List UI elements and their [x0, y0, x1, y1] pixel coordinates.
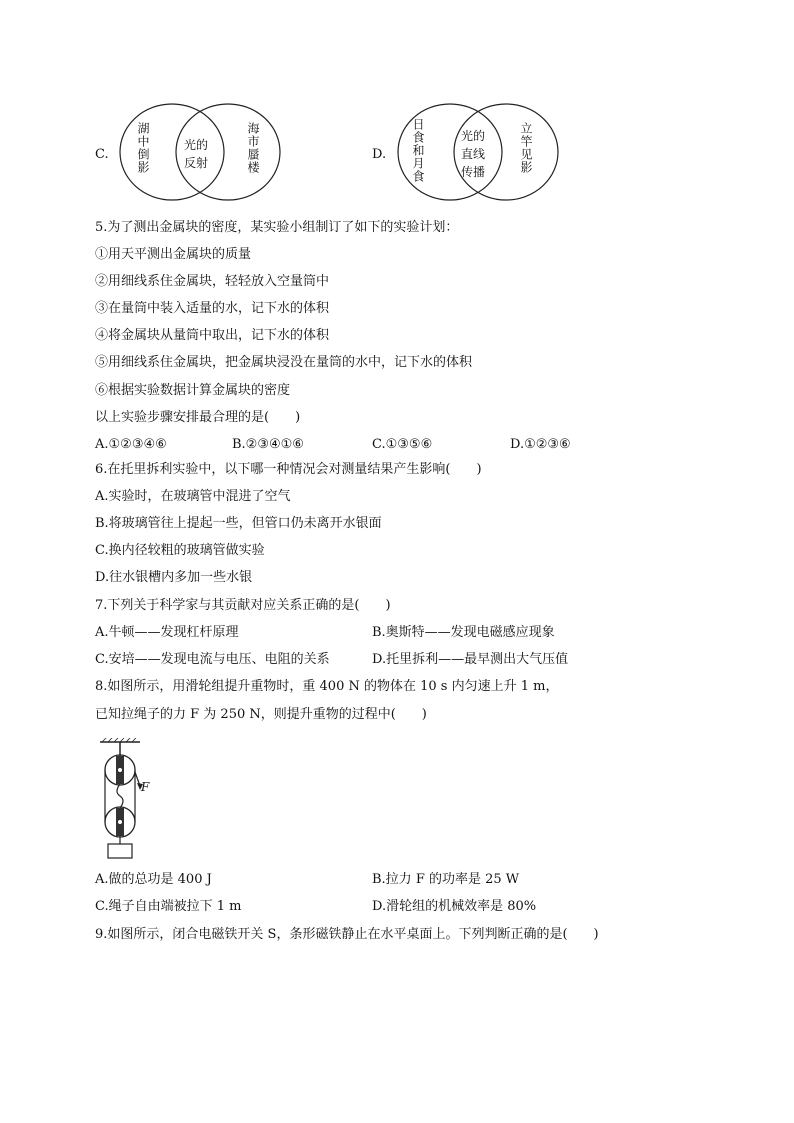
q8-stem-line2: 已知拉绳子的力 F 为 250 N，则提升重物的过程中( ) — [95, 707, 427, 722]
q6-option-d[interactable]: D.往水银槽内多加一些水银 — [95, 570, 253, 585]
venn-d-right-text: 立竿见影 — [519, 122, 533, 174]
venn-c-center-line1: 光的 — [183, 138, 208, 152]
q9-stem: 9.如图所示，闭合电磁铁开关 S，条形磁铁静止在水平桌面上。下列判断正确的是( ) — [95, 927, 599, 942]
venn-d-center-line3: 传播 — [460, 165, 485, 179]
venn-d-center-line1: 光的 — [460, 129, 485, 143]
pulley-system-figure — [96, 738, 166, 862]
q8-stem-line1: 8.如图所示，用滑轮组提升重物时，重 400 N 的物体在 10 s 内匀速上升 1 m， — [95, 679, 559, 694]
venn-c-left-text: 湖中倒影 — [136, 122, 150, 174]
q5-option-a[interactable]: A.①②③④⑥ — [95, 437, 167, 452]
q6-stem: 6.在托里拆利实验中，以下哪一种情况会对测量结果产生影响( ) — [95, 462, 482, 477]
q8-option-a[interactable]: A.做的总功是 400 J — [95, 872, 212, 887]
q8-option-b[interactable]: B.拉力 F 的功率是 25 W — [372, 872, 520, 887]
q7-option-b[interactable]: B.奥斯特——发现电磁感应现象 — [372, 625, 555, 640]
option-d-label: D. — [372, 147, 387, 162]
q5-stem: 5.为了测出金属块的密度，某实验小组制订了如下的实验计划： — [95, 220, 459, 235]
option-c-label: C. — [95, 147, 109, 162]
q7-option-c[interactable]: C.安培——发现电流与电压、电阻的关系 — [95, 652, 330, 667]
q6-option-b[interactable]: B.将玻璃管往上提起一些，但管口仍未离开水银面 — [95, 516, 382, 531]
q5-option-d[interactable]: D.①②③⑥ — [510, 437, 571, 452]
q5-option-b[interactable]: B.②③④①⑥ — [232, 437, 304, 452]
q5-step-2: ②用细线系住金属块，轻轻放入空量筒中 — [95, 274, 330, 289]
q5-option-c[interactable]: C.①③⑤⑥ — [372, 437, 433, 452]
q7-option-a[interactable]: A.牛顿——发现杠杆原理 — [95, 625, 239, 640]
venn-d-center-line2: 直线 — [460, 147, 485, 161]
q5-step-4: ④将金属块从量筒中取出，记下水的体积 — [95, 328, 330, 343]
q5-step-6: ⑥根据实验数据计算金属块的密度 — [95, 383, 291, 398]
q8-option-c[interactable]: C.绳子自由端被拉下 1 m — [95, 899, 242, 914]
venn-c-center-line2: 反射 — [183, 156, 208, 170]
q5-step-5: ⑤用细线系住金属块，把金属块浸没在量筒的水中，记下水的体积 — [95, 355, 473, 370]
venn-d-left-text: 日食和月食 — [411, 118, 425, 183]
q5-question: 以上实验步骤安排最合理的是( ) — [95, 410, 301, 425]
q5-step-1: ①用天平测出金属块的质量 — [95, 247, 252, 262]
q7-option-d[interactable]: D.托里拆利——最早测出大气压值 — [372, 652, 569, 667]
venn-c-right-text: 海市蜃楼 — [246, 122, 260, 174]
q6-option-c[interactable]: C.换内径较粗的玻璃管做实验 — [95, 543, 265, 558]
q5-step-3: ③在量筒中装入适量的水，记下水的体积 — [95, 301, 330, 316]
pulley-force-label: F — [141, 780, 150, 794]
q7-stem: 7.下列关于科学家与其贡献对应关系正确的是( ) — [95, 598, 391, 613]
q8-option-d[interactable]: D.滑轮组的机械效率是 80% — [372, 899, 537, 914]
q6-option-a[interactable]: A.实验时，在玻璃管中混进了空气 — [95, 489, 291, 504]
